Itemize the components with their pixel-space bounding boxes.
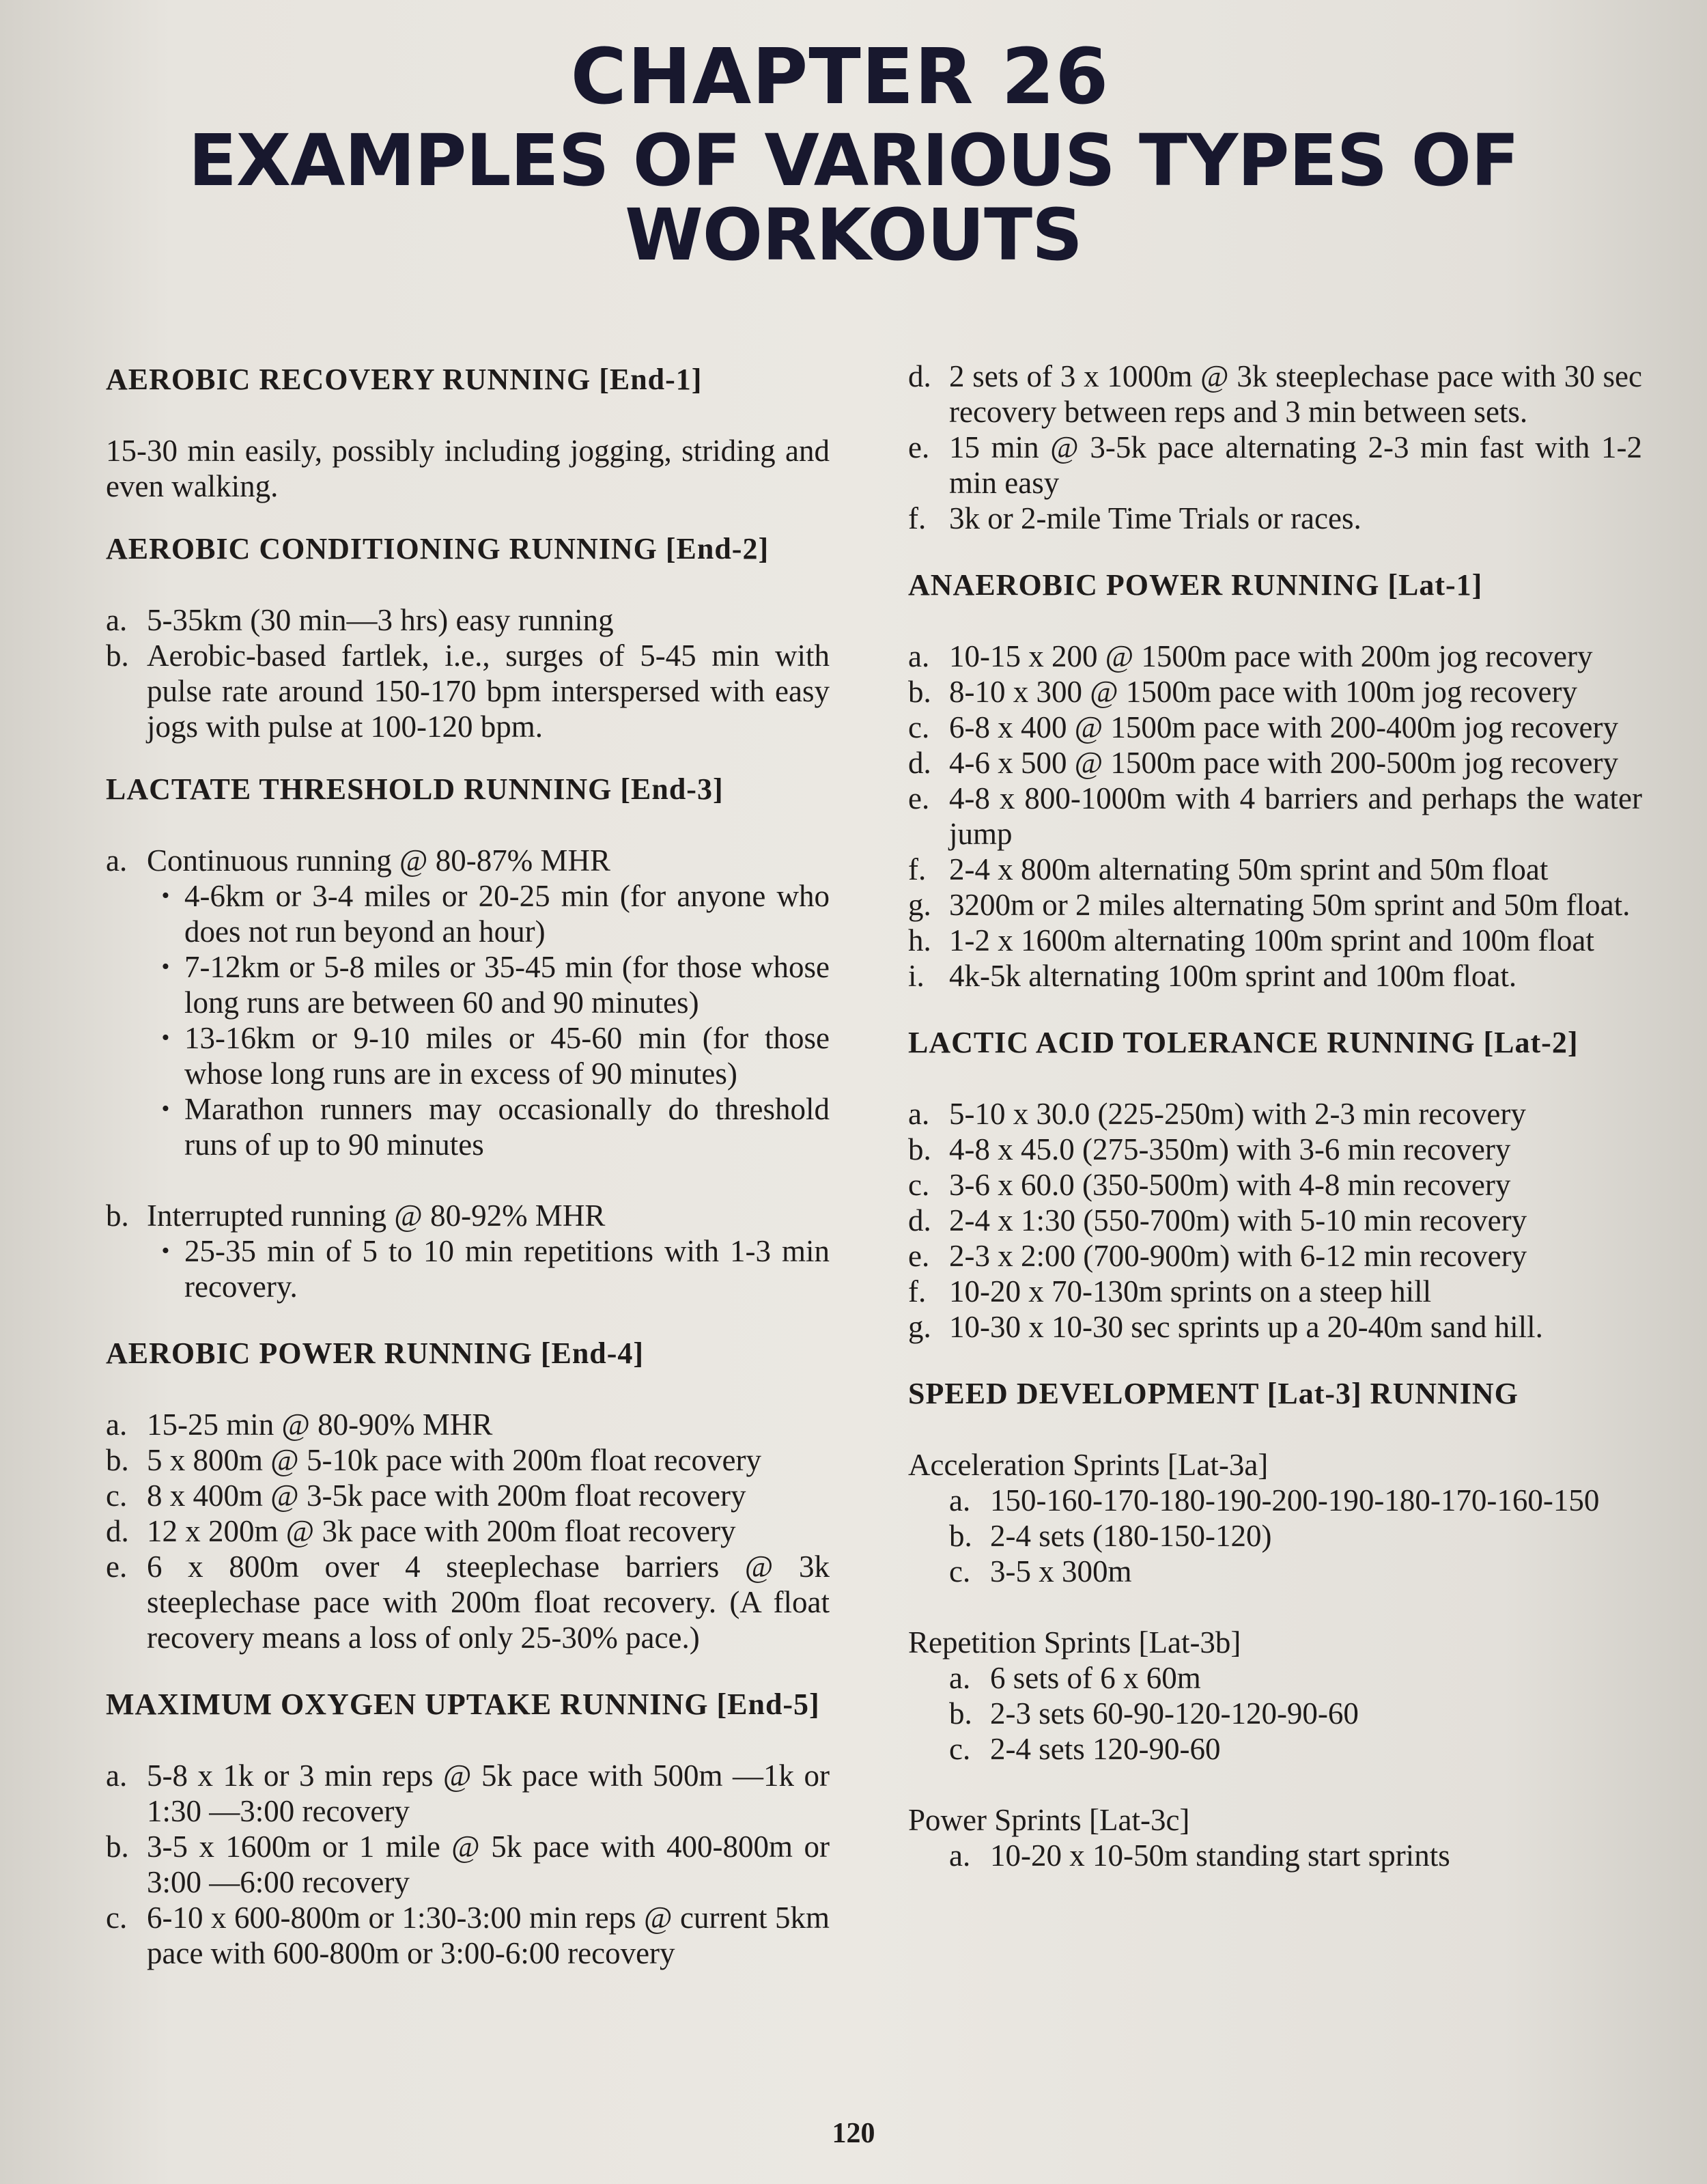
- item-text: 2-3 x 2:00 (700-900m) with 6-12 min recovery: [949, 1239, 1527, 1273]
- item-marker: c.: [106, 1901, 128, 1935]
- item-text: 4-8 x 800-1000m with 4 barriers and perhaps the water jump: [949, 781, 1642, 851]
- section-speed-development: [908, 1376, 1642, 1873]
- item-marker: d.: [908, 359, 931, 393]
- list-item: [106, 1198, 830, 1233]
- list-item: [908, 1309, 1642, 1345]
- list-item: [908, 1096, 1642, 1132]
- list-item: [908, 958, 1642, 994]
- subsection-heading: Power Sprints [Lat-3c]: [908, 1803, 1190, 1837]
- item-marker: c.: [949, 1732, 971, 1766]
- chapter-number: CHAPTER 26: [570, 33, 1110, 122]
- item-text: 15 min @ 3-5k pace alternating 2-3 min fast with 1-2 min easy: [949, 430, 1642, 500]
- bullet-icon: •: [161, 1025, 170, 1050]
- bullet-icon: •: [161, 1096, 170, 1121]
- item-marker: c.: [949, 1554, 971, 1588]
- bullet-text: 7-12km or 5-8 miles or 35-45 min (for those whose long runs are between 60 and 90 minutes): [184, 950, 830, 1020]
- bullet-text: 4-6km or 3-4 miles or 20-25 min (for anyone who does not run beyond an hour): [184, 879, 830, 949]
- bullet-text: Marathon runners may occasionally do threshold runs of up to 90 minutes: [184, 1092, 830, 1162]
- list-item: [908, 745, 1642, 781]
- section-max-oxygen-uptake: [106, 1687, 830, 1971]
- item-text: 6 sets of 6 x 60m: [990, 1661, 1201, 1695]
- list-item: [908, 1132, 1642, 1167]
- item-marker: a.: [949, 1661, 971, 1695]
- section-heading: LACTATE THRESHOLD RUNNING [End-3]: [106, 772, 724, 806]
- item-marker: e.: [908, 430, 930, 464]
- bullet-icon: •: [161, 883, 170, 908]
- item-marker: b.: [106, 1830, 129, 1864]
- item-marker: g.: [908, 888, 931, 922]
- item-text: 10-15 x 200 @ 1500m pace with 200m jog recovery: [949, 639, 1593, 673]
- item-text: 5-8 x 1k or 3 min reps @ 5k pace with 500m —1k or 1:30 —3:00 recovery: [147, 1759, 830, 1828]
- item-text: 2-3 sets 60-90-120-120-90-60: [990, 1696, 1359, 1731]
- section-aerobic-conditioning: [106, 531, 830, 744]
- item-marker: e.: [908, 781, 930, 815]
- section-heading: ANAEROBIC POWER RUNNING [Lat-1]: [908, 568, 1483, 602]
- page-number: 120: [832, 2118, 875, 2149]
- item-text: 3-5 x 1600m or 1 mile @ 5k pace with 400-800m or 3:00 —6:00 recovery: [147, 1830, 830, 1899]
- item-text: 2 sets of 3 x 1000m @ 3k steeplechase pace with 30 sec recovery between reps and 3 min between sets.: [949, 359, 1642, 429]
- list-item: [949, 1554, 1642, 1589]
- item-text: 8 x 400m @ 3-5k pace with 200m float recovery: [147, 1479, 746, 1513]
- list-item: [106, 1513, 830, 1549]
- item-marker: b.: [106, 639, 129, 673]
- section-max-oxygen-uptake-continued: [908, 359, 1642, 536]
- bullet-text: 13-16km or 9-10 miles or 45-60 min (for those whose long runs are in excess of 90 minutes): [184, 1021, 830, 1091]
- list-item: [908, 1238, 1642, 1274]
- list-item: [908, 781, 1642, 852]
- list-item: [908, 710, 1642, 745]
- section-anaerobic-power: [908, 568, 1642, 994]
- list-item: [106, 602, 830, 638]
- list-item: [949, 1696, 1642, 1731]
- list-item: [908, 852, 1642, 887]
- section-heading: LACTIC ACID TOLERANCE RUNNING [Lat-2]: [908, 1026, 1579, 1059]
- item-text: 10-20 x 10-50m standing start sprints: [990, 1838, 1450, 1873]
- item-text: 4-6 x 500 @ 1500m pace with 200-500m jog recovery: [949, 746, 1618, 780]
- item-text: 4k-5k alternating 100m sprint and 100m float.: [949, 959, 1517, 993]
- item-marker: a.: [106, 1408, 128, 1442]
- item-text: 1-2 x 1600m alternating 100m sprint and 100m float: [949, 923, 1594, 957]
- list-item: [949, 1731, 1642, 1767]
- item-marker: f.: [908, 1274, 927, 1308]
- list-item: [908, 1274, 1642, 1309]
- subsection-heading: Repetition Sprints [Lat-3b]: [908, 1625, 1241, 1660]
- right-column: [908, 359, 1642, 1907]
- item-text: 2-4 x 1:30 (550-700m) with 5-10 min recovery: [949, 1203, 1527, 1237]
- item-text: 15-25 min @ 80-90% MHR: [147, 1408, 493, 1442]
- item-text: 8-10 x 300 @ 1500m pace with 100m jog recovery: [949, 675, 1577, 709]
- list-item: [908, 430, 1642, 501]
- list-item: [908, 923, 1642, 958]
- list-item: [908, 674, 1642, 710]
- item-text: 150-160-170-180-190-200-190-180-170-160-150: [990, 1483, 1600, 1517]
- item-marker: f.: [908, 501, 927, 535]
- list-item: [949, 1838, 1642, 1873]
- list-item: [106, 1829, 830, 1900]
- item-text: 6 x 800m over 4 steeplechase barriers @ 3k steeplechase pace with 200m float recovery. (A float recovery means a loss of only 25-30% pace.): [147, 1550, 830, 1655]
- list-item: [949, 1518, 1642, 1554]
- section-heading: AEROBIC POWER RUNNING [End-4]: [106, 1336, 645, 1370]
- item-text: 5-35km (30 min—3 hrs) easy running: [147, 603, 614, 637]
- item-marker: c.: [908, 710, 930, 744]
- item-marker: a.: [106, 1759, 128, 1793]
- item-marker: b.: [106, 1443, 129, 1477]
- item-text: Interrupted running @ 80-92% MHR: [147, 1199, 606, 1233]
- subsection-heading: Acceleration Sprints [Lat-3a]: [908, 1448, 1269, 1482]
- item-text: 3k or 2-mile Time Trials or races.: [949, 501, 1362, 535]
- list-item: [908, 1203, 1642, 1238]
- item-text: 4-8 x 45.0 (275-350m) with 3-6 min recovery: [949, 1132, 1511, 1166]
- item-text: Continuous running @ 80-87% MHR: [147, 843, 610, 878]
- bullet-item: [147, 878, 830, 949]
- bullet-item: [147, 1233, 830, 1304]
- list-item: [908, 1167, 1642, 1203]
- item-text: 10-20 x 70-130m sprints on a steep hill: [949, 1274, 1432, 1308]
- item-text: 2-4 sets (180-150-120): [990, 1519, 1272, 1553]
- item-marker: d.: [908, 746, 931, 780]
- item-text: 6-8 x 400 @ 1500m pace with 200-400m jog recovery: [949, 710, 1618, 744]
- item-marker: a.: [908, 639, 930, 673]
- section-lactate-threshold: [106, 772, 830, 1304]
- item-text: 12 x 200m @ 3k pace with 200m float recovery: [147, 1514, 736, 1548]
- item-marker: a.: [908, 1097, 930, 1131]
- item-text: 3-5 x 300m: [990, 1554, 1132, 1588]
- list-item: [106, 843, 830, 878]
- item-marker: e.: [908, 1239, 930, 1273]
- list-item: [908, 501, 1642, 536]
- item-text: 2-4 x 800m alternating 50m sprint and 50m float: [949, 852, 1549, 886]
- item-marker: h.: [908, 923, 931, 957]
- list-item: [106, 1478, 830, 1513]
- item-marker: c.: [106, 1479, 128, 1513]
- section-aerobic-recovery: [106, 362, 830, 504]
- item-marker: c.: [908, 1168, 930, 1202]
- list-item: [908, 639, 1642, 674]
- item-marker: f.: [908, 852, 927, 886]
- left-column: [106, 362, 830, 2005]
- bullet-item: [147, 949, 830, 1020]
- bullet-icon: •: [161, 954, 170, 979]
- item-text: 3-6 x 60.0 (350-500m) with 4-8 min recovery: [949, 1168, 1511, 1202]
- item-marker: a.: [106, 603, 128, 637]
- item-marker: g.: [908, 1310, 931, 1344]
- chapter-title: [0, 33, 1707, 277]
- list-item: [908, 887, 1642, 923]
- bullet-icon: •: [161, 1238, 170, 1263]
- item-marker: b.: [908, 1132, 931, 1166]
- bullet-item: [147, 1020, 830, 1091]
- section-lactic-acid-tolerance: [908, 1025, 1642, 1345]
- item-text: 2-4 sets 120-90-60: [990, 1732, 1221, 1766]
- list-item: [106, 638, 830, 744]
- item-marker: d.: [106, 1514, 129, 1548]
- item-text: 6-10 x 600-800m or 1:30-3:00 min reps @ current 5km pace with 600-800m or 3:00-6:00 recovery: [147, 1901, 830, 1970]
- item-marker: e.: [106, 1550, 128, 1584]
- item-text: 5-10 x 30.0 (225-250m) with 2-3 min recovery: [949, 1097, 1526, 1131]
- bullet-item: [147, 1091, 830, 1162]
- item-marker: a.: [949, 1483, 971, 1517]
- section-heading: AEROBIC RECOVERY RUNNING [End-1]: [106, 363, 703, 396]
- section-heading: SPEED DEVELOPMENT [Lat-3] RUNNING: [908, 1377, 1519, 1410]
- list-item: [106, 1900, 830, 1971]
- item-marker: b.: [949, 1519, 972, 1553]
- item-marker: b.: [908, 675, 931, 709]
- item-marker: a.: [949, 1838, 971, 1873]
- list-item: [949, 1483, 1642, 1518]
- list-item: [106, 1407, 830, 1442]
- bullet-text: 25-35 min of 5 to 10 min repetitions with 1-3 min recovery.: [184, 1234, 830, 1304]
- section-paragraph: 15-30 min easily, possibly including jogging, striding and even walking.: [106, 434, 830, 503]
- list-item: [908, 359, 1642, 430]
- item-marker: d.: [908, 1203, 931, 1237]
- item-text: 10-30 x 10-30 sec sprints up a 20-40m sand hill.: [949, 1310, 1543, 1344]
- item-text: 3200m or 2 miles alternating 50m sprint and 50m float.: [949, 888, 1631, 922]
- section-heading: MAXIMUM OXYGEN UPTAKE RUNNING [End-5]: [106, 1688, 820, 1721]
- chapter-heading: EXAMPLES OF VARIOUS TYPES OF WORKOUTS: [188, 118, 1519, 277]
- section-aerobic-power: [106, 1336, 830, 1655]
- section-heading: AEROBIC CONDITIONING RUNNING [End-2]: [106, 532, 770, 565]
- list-item: [106, 1442, 830, 1478]
- item-marker: a.: [106, 843, 128, 878]
- item-marker: i.: [908, 959, 925, 993]
- item-marker: b.: [949, 1696, 972, 1731]
- item-text: Aerobic-based fartlek, i.e., surges of 5-45 min with pulse rate around 150-170 bpm interspersed with easy jogs with pulse at 100-120 bpm.: [147, 639, 830, 744]
- item-marker: b.: [106, 1199, 129, 1233]
- item-text: 5 x 800m @ 5-10k pace with 200m float recovery: [147, 1443, 761, 1477]
- list-item: [106, 1549, 830, 1655]
- list-item: [949, 1660, 1642, 1696]
- list-item: [106, 1758, 830, 1829]
